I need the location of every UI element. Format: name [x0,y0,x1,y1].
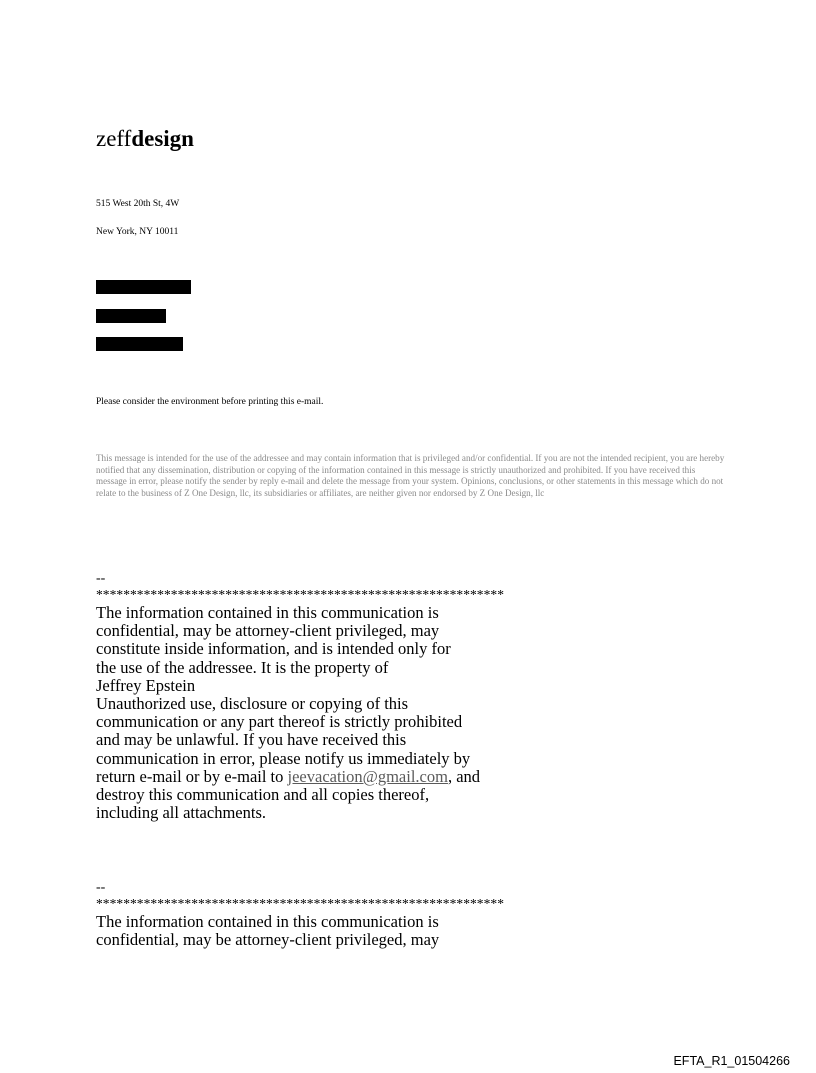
notice-line: Unauthorized use, disclosure or copying of this [96,694,409,714]
notice-line: including all attachments. [96,803,266,823]
company-logo [96,124,194,154]
notice-line: communication or any part thereof is strictly prohibited [96,712,463,732]
notice-line-with-email [96,768,516,786]
logo-text-bold: design [131,126,194,151]
notice-line: The information contained in this communication is [96,912,439,931]
signature-separator: -- [96,571,106,586]
document-id: EFTA_R1_01504266 [673,1054,790,1068]
environment-note: Please consider the environment before printing this e-mail. [96,397,324,407]
asterisk-divider-2: ************************************************************ [96,896,504,911]
confidentiality-notice-2 [96,913,516,949]
notice-line: the use of the addressee. It is the property of [96,657,389,677]
logo-text-light: zeff [96,126,132,151]
address-street: 515 West 20th St, 4W [96,199,180,209]
notice-line: The information contained in this communication is [96,603,439,622]
address-city: New York, NY 10011 [96,227,179,237]
notice-line: and may be unlawful. If you have received this [96,730,407,750]
notice-line: confidential, may be attorney-client privileged, may [96,930,440,950]
notice-line: Jeffrey Epstein [96,675,196,695]
notice-line: communication in error, please notify us immediately by [96,748,471,768]
redaction-block-1 [96,280,191,294]
return-email-suffix: , and [447,766,481,786]
redaction-block-3 [96,337,183,351]
asterisk-divider: ************************************************************ [96,587,504,602]
notice-line: confidential, may be attorney-client privileged, may [96,621,440,641]
email-link[interactable]: jeevacation@gmail.com [287,766,448,786]
company-disclaimer: This message is intended for the use of the addressee and may contain information that is privileged and/or confidential. If you are not the intended recipient, you are hereby notified that any dissemination, distribution or copying of the information contained in this message is strictly unauthorized and prohibited. If you have received this message in error, please notify the sender by reply e-mail and delete the message from your system. Opinions, conclusions, or other statements in this message which do not relate to the business of Z One Design, llc, its subsidiaries or affiliates, are neither given nor endorsed by Z One Design, llc [96,453,725,498]
return-email-prefix: return e-mail or by e-mail to [96,766,288,786]
confidentiality-notice [96,604,516,822]
redaction-block-2 [96,309,166,323]
notice-line: constitute inside information, and is intended only for [96,639,451,659]
signature-separator-2: -- [96,880,106,895]
notice-line: destroy this communication and all copies thereof, [96,785,430,805]
